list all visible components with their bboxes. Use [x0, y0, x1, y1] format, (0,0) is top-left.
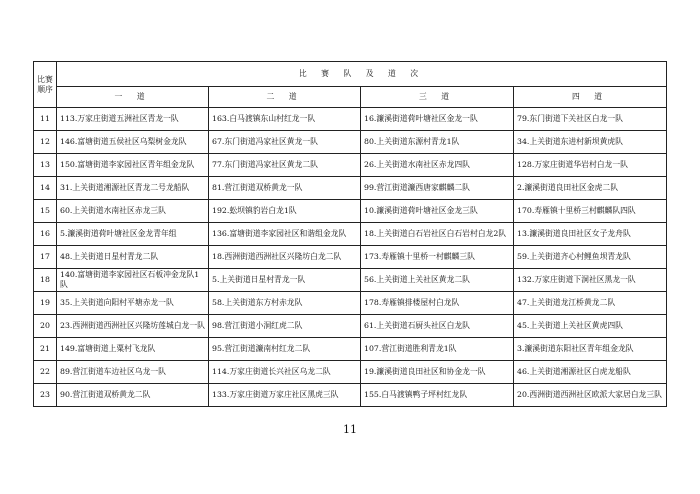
lane-3-team-cell: 56.上关街道上关社区黄龙二队 [361, 269, 514, 292]
lane-3-team-cell: 173.寿雁镇十里桥一村麒麟三队 [361, 246, 514, 269]
lane-2-team-cell: 114.万家庄街道长兴社区乌龙二队 [209, 361, 361, 384]
lane-4-team-cell: 34.上关街道东进村新坝黄虎队 [514, 131, 667, 154]
order-column-header: 比赛顺序 [34, 62, 57, 108]
race-order-cell: 22 [34, 361, 57, 384]
lane-1-team-cell: 60.上关街道水南社区赤龙三队 [57, 200, 209, 223]
lane-2-team-cell: 163.白马渡镇东山村红龙一队 [209, 108, 361, 131]
lane-2-team-cell: 67.东门街道冯家社区黄龙一队 [209, 131, 361, 154]
lane-3-team-cell: 155.白马渡镇鸭子坪村红龙队 [361, 384, 514, 407]
lane-1-header: 一 道 [57, 87, 209, 108]
lane-2-team-cell: 77.东门街道冯家社区黄龙二队 [209, 154, 361, 177]
table-row [34, 246, 667, 269]
table-row [34, 177, 667, 200]
lane-2-team-cell: 192.蚣坝镇豹岩白龙1队 [209, 200, 361, 223]
lane-2-team-cell: 81.营江街道双桥黄龙一队 [209, 177, 361, 200]
lane-4-team-cell: 170.寿雁镇十里桥三村麒麟队四队 [514, 200, 667, 223]
lane-2-team-cell: 136.富塘街道李家园社区和谐组金龙队 [209, 223, 361, 246]
lane-2-team-cell: 18.西洲街道西洲社区兴隆坊白龙二队 [209, 246, 361, 269]
lane-2-header: 二 道 [209, 87, 361, 108]
lane-4-team-cell: 128.万家庄街道华岩村白龙一队 [514, 154, 667, 177]
lane-2-team-cell: 133.万家庄街道万家庄社区黑虎三队 [209, 384, 361, 407]
table-row [34, 269, 667, 292]
race-order-cell: 13 [34, 154, 57, 177]
race-schedule-table [33, 61, 667, 407]
page-number: 11 [343, 423, 357, 436]
table-row [34, 131, 667, 154]
race-order-cell: 18 [34, 269, 57, 292]
lane-3-team-cell: 107.营江街道胜利青龙1队 [361, 338, 514, 361]
lane-1-team-cell: 150.富塘街道李家园社区青年组金龙队 [57, 154, 209, 177]
lane-1-team-cell: 149.富塘街道上粟村飞龙队 [57, 338, 209, 361]
table-row [34, 361, 667, 384]
lane-1-team-cell: 140.富塘街道李家园社区石板冲金龙队1队 [57, 269, 209, 292]
lane-3-team-cell: 10.濂溪街道荷叶塘社区金龙三队 [361, 200, 514, 223]
race-order-cell: 11 [34, 108, 57, 131]
lane-3-team-cell: 18.上关街道白石岩社区白石岩村白龙2队 [361, 223, 514, 246]
race-order-cell: 14 [34, 177, 57, 200]
lane-1-team-cell: 89.营江街道车边社区乌龙一队 [57, 361, 209, 384]
race-order-cell: 17 [34, 246, 57, 269]
table-row [34, 338, 667, 361]
lane-1-team-cell: 23.西洲街道西洲社区兴隆坊莲城白龙一队 [57, 315, 209, 338]
lane-header-row [34, 87, 667, 108]
race-order-cell: 15 [34, 200, 57, 223]
lane-3-team-cell: 178.寿雁镇排楼屋村白龙队 [361, 292, 514, 315]
lane-1-team-cell: 48.上关街道日星村青龙二队 [57, 246, 209, 269]
lane-3-team-cell: 80.上关街道东源村青龙1队 [361, 131, 514, 154]
lane-2-team-cell: 58.上关街道东方村赤龙队 [209, 292, 361, 315]
lane-4-team-cell: 47.上关街道龙江桥黄龙二队 [514, 292, 667, 315]
table-row [34, 384, 667, 407]
lane-3-team-cell: 26.上关街道水南社区赤龙四队 [361, 154, 514, 177]
lane-3-team-cell: 61.上关街道石厨头社区白龙队 [361, 315, 514, 338]
lane-4-header: 四 道 [514, 87, 667, 108]
lane-3-team-cell: 19.濂溪街道良田社区和协金龙一队 [361, 361, 514, 384]
race-order-cell: 23 [34, 384, 57, 407]
lane-4-team-cell: 3.濂溪街道东阳社区青年组金龙队 [514, 338, 667, 361]
lane-1-team-cell: 31.上关街道湘源社区青龙二号龙船队 [57, 177, 209, 200]
lane-1-team-cell: 113.万家庄街道五洲社区青龙一队 [57, 108, 209, 131]
lane-4-team-cell: 2.濂溪街道良田社区金虎二队 [514, 177, 667, 200]
lane-2-team-cell: 95.营江街道濂南村红龙二队 [209, 338, 361, 361]
lane-3-team-cell: 99.营江街道濂西唐家麒麟二队 [361, 177, 514, 200]
lane-1-team-cell: 90.营江街道双桥黄龙二队 [57, 384, 209, 407]
table-row [34, 200, 667, 223]
table-row [34, 223, 667, 246]
lane-4-team-cell: 20.西洲街道西洲社区欧派大家居白龙三队 [514, 384, 667, 407]
lane-3-header: 三 道 [361, 87, 514, 108]
table-header-row [34, 62, 667, 87]
race-order-cell: 19 [34, 292, 57, 315]
lane-1-team-cell: 35.上关街道向阳村平塘赤龙一队 [57, 292, 209, 315]
lane-2-team-cell: 5.上关街道日星村青龙一队 [209, 269, 361, 292]
table-row [34, 315, 667, 338]
lane-1-team-cell: 5.濂溪街道荷叶塘社区金龙青年组 [57, 223, 209, 246]
table-row [34, 154, 667, 177]
race-order-cell: 12 [34, 131, 57, 154]
table-row [34, 108, 667, 131]
lane-4-team-cell: 45.上关街道上关社区黄虎四队 [514, 315, 667, 338]
lane-4-team-cell: 46.上关街道湘源社区白虎龙船队 [514, 361, 667, 384]
lane-4-team-cell: 79.东门街道下关社区白龙一队 [514, 108, 667, 131]
lane-4-team-cell: 13.濂溪街道良田社区女子龙舟队 [514, 223, 667, 246]
lane-4-team-cell: 132.万家庄街道下洞社区黑龙一队 [514, 269, 667, 292]
teams-lanes-header: 比 赛 队 及 道 次 [57, 62, 667, 87]
lane-1-team-cell: 146.富塘街道五侯社区乌梨树金龙队 [57, 131, 209, 154]
lane-3-team-cell: 16.濂溪街道荷叶塘社区金龙一队 [361, 108, 514, 131]
race-order-cell: 16 [34, 223, 57, 246]
race-order-cell: 21 [34, 338, 57, 361]
lane-2-team-cell: 98.营江街道小洞红虎二队 [209, 315, 361, 338]
table-row [34, 292, 667, 315]
lane-4-team-cell: 59.上关街道齐心村鲤鱼坝青龙队 [514, 246, 667, 269]
race-order-cell: 20 [34, 315, 57, 338]
